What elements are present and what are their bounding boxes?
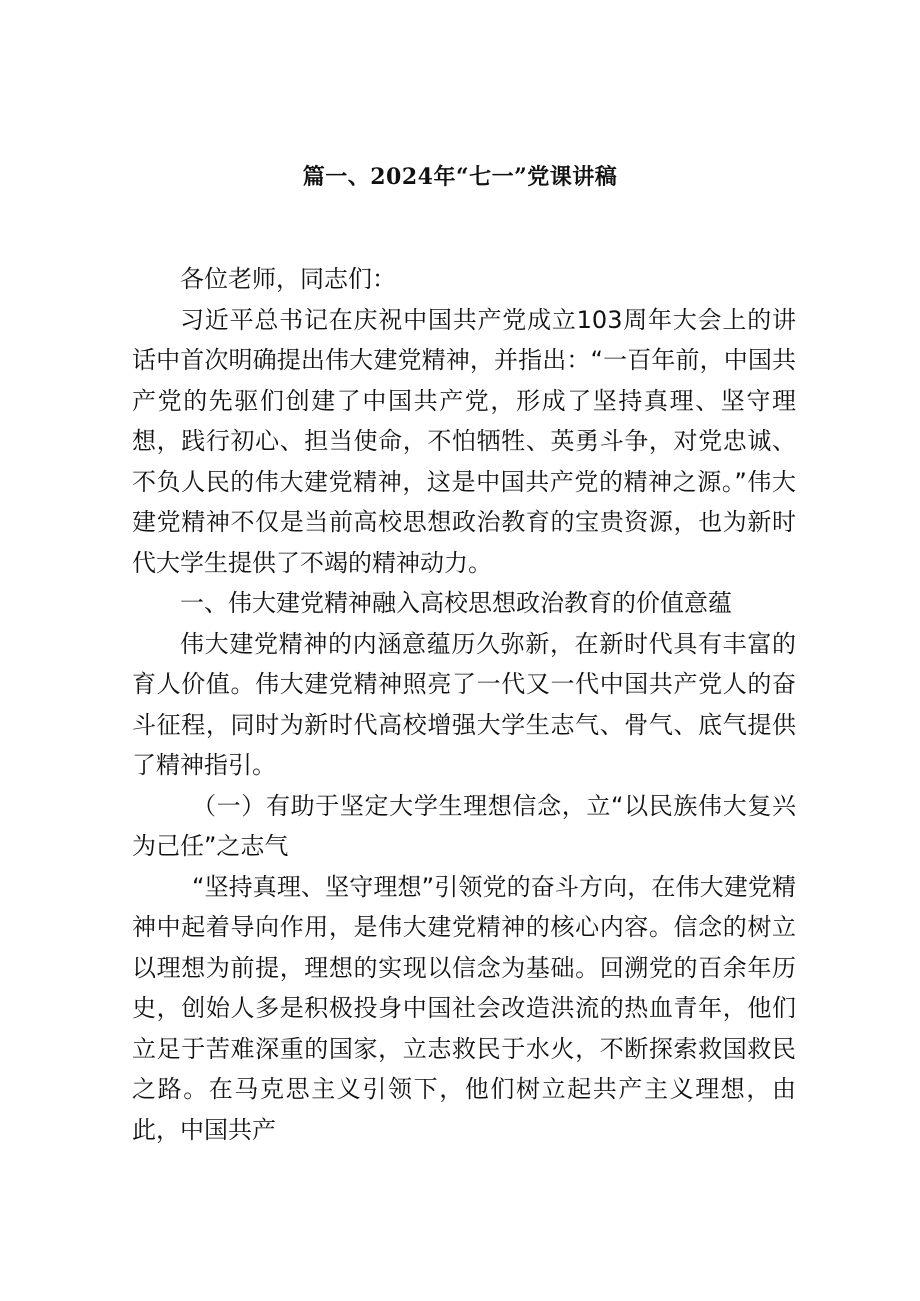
section-heading: 一、伟大建党精神融入高校思想政治教育的价值意蕴	[180, 589, 732, 617]
document-body	[132, 259, 796, 1150]
subsection-paragraph: “坚持真理、坚守理想”引领党的奋斗方向，在伟大建党精神中起着导向作用，是伟大建党精神的核心内容。信念的树立以理想为前提，理想的实现以信念为基础。回溯党的百余年历史，创始人多是积极投身中国社会改造洪流的热血青年，他们立足于苦难深重的国家，立志救民于水火，不断探索救国救民之路。在马克思主义引领下，他们树立起共产主义理想，由此，中国共产	[132, 872, 796, 1144]
document-title: 篇一、2024年“七一”党课讲稿	[302, 164, 618, 190]
intro-paragraph: 习近平总书记在庆祝中国共产党成立103周年大会上的讲话中首次明确提出伟大建党精神，并指出：“一百年前，中国共产党的先驱们创建了中国共产党，形成了坚持真理、坚守理想，践行初心、担当使命，不怕牺牲、英勇斗争，对党忠诚、不负人民的伟大建党精神，这是中国共产党的精神之源。”伟大建党精神不仅是当前高校思想政治教育的宝贵资源，也为新时代大学生提供了不竭的精神动力。	[132, 305, 796, 577]
salutation-paragraph: 各位老师，同志们：	[180, 265, 396, 293]
subsection-heading: （一）有助于坚定大学生理想信念，立“以民族伟大复兴为己任”之志气	[132, 791, 796, 860]
section-paragraph: 伟大建党精神的内涵意蕴历久弥新，在新时代具有丰富的育人价值。伟大建党精神照亮了一代又一代中国共产党人的奋斗征程，同时为新时代高校增强大学生志气、骨气、底气提供了精神指引。	[132, 629, 796, 779]
